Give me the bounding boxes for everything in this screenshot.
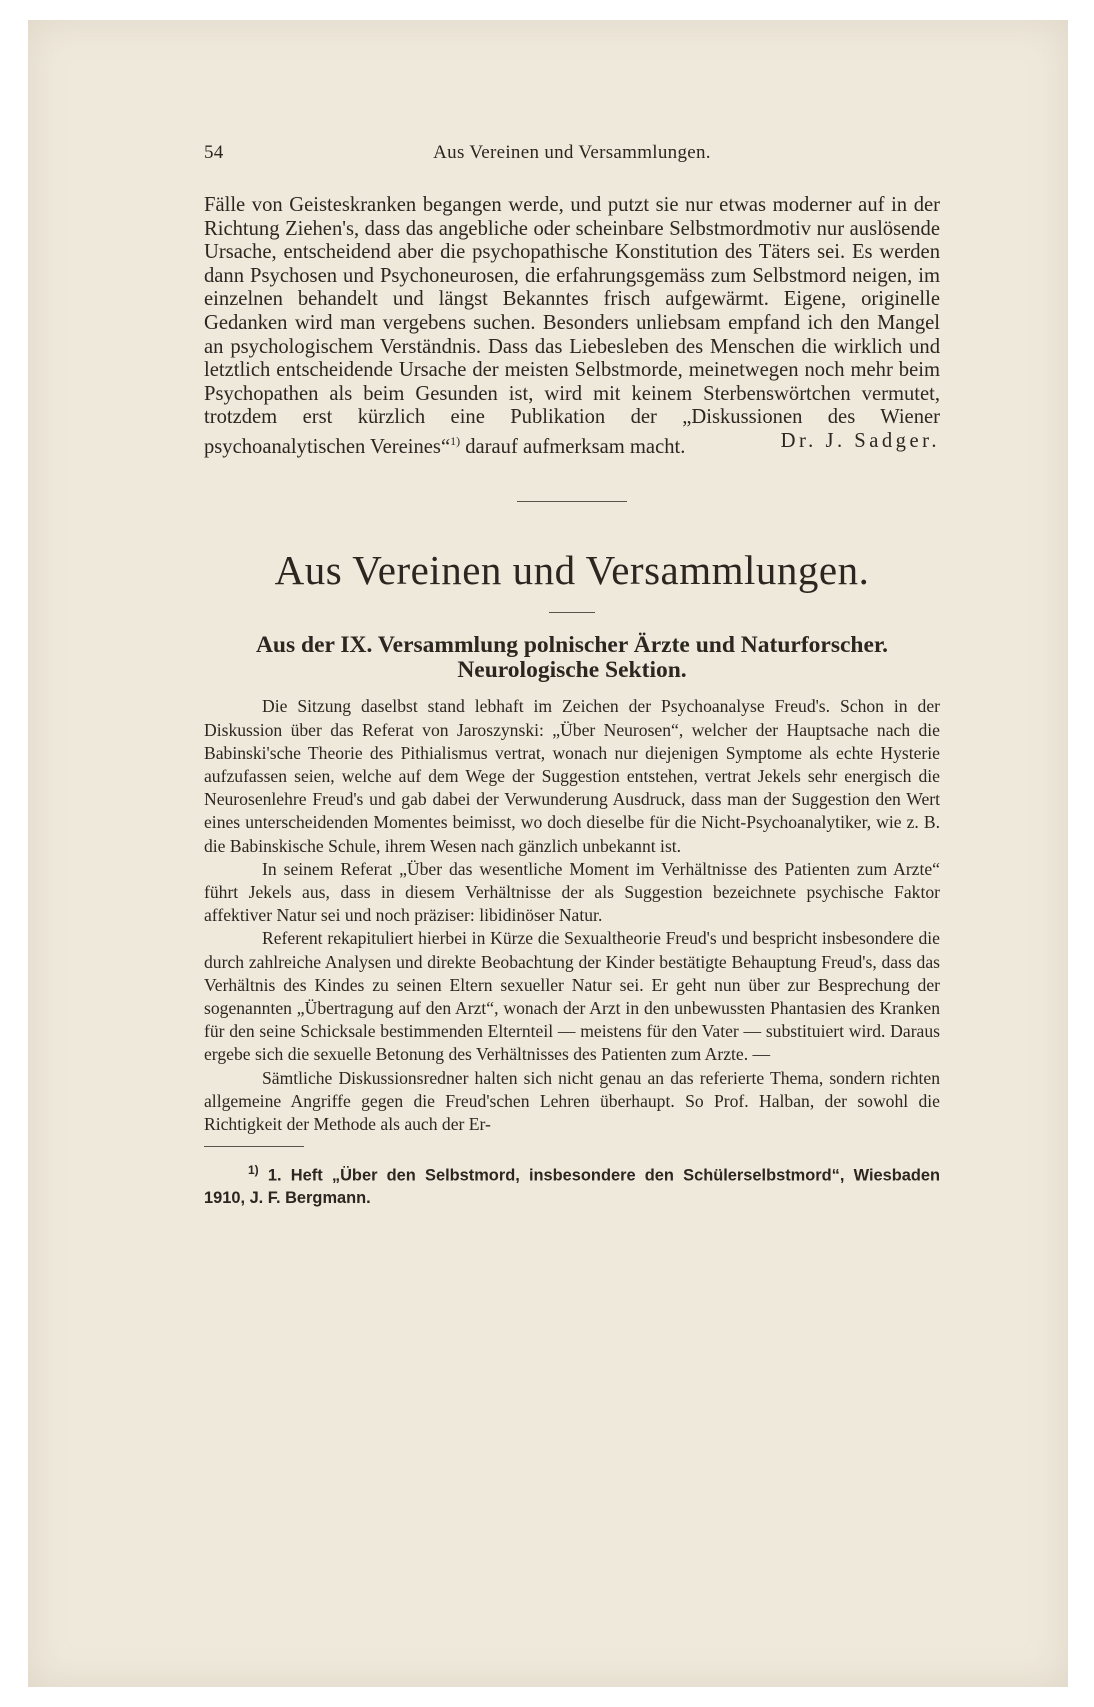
title-rule <box>549 612 595 613</box>
report-heading <box>204 633 940 683</box>
section-title: Aus Vereinen und Versammlungen. <box>274 547 870 594</box>
page-number: 54 <box>204 142 224 163</box>
report-heading-line1: Aus der IX. Versammlung polnischer Ärzte und Naturforscher. <box>255 632 889 659</box>
section-divider <box>517 501 627 502</box>
report-paragraph-1: Die Sitzung daselbst stand lebhaft im Zeichen der Psychoanalyse Freud's. Schon in der Diskussion über das Referat von Jaroszynski: „Über Neurosen“, welcher der Hauptsache nach die Babinski'sche Theorie des Pithialismus vertrat, wonach nur diejenigen Symptome als echte Hysterie aufzufassen seien, welche auf dem Wege der Suggestion entstehen, vertrat Jekels sehr energisch die Neurosenlehre Freud's und gab dabei der Verwunderung Ausdruck, dass man der Suggestion den Wert eines unterscheidenden Momentes beimisst, wo doch dieselbe für die Nicht-Psychoanalytiker, wie z. B. die Babinskische Schule, ihrem Wesen nach gänzlich unbekannt ist. <box>204 696 940 856</box>
page-content <box>204 142 940 1209</box>
review-continuation <box>204 194 940 459</box>
review-paragraph <box>204 194 940 459</box>
footnote-marker: 1) <box>248 1163 259 1178</box>
running-title: Aus Vereinen und Versammlungen. <box>433 142 711 163</box>
footnote-text: 1. Heft „Über den Selbstmord, insbesondere den Schülerselbstmord“, Wiesbaden 1910, J. F. Bergmann. <box>204 1166 940 1207</box>
report-paragraph-4: Sämtliche Diskussionsredner halten sich nicht genau an das referierte Thema, sondern richten allgemeine Angriffe gegen die Freud'schen Lehren überhaupt. So Prof. Halban, der sowohl die Richtigkeit der Methode als auch der Er- <box>204 1067 940 1135</box>
report-paragraph-3: Referent rekapituliert hierbei in Kürze die Sexualtheorie Freud's und bespricht insbesondere die durch zahlreiche Analysen und direkte Beobachtung der Kinder bestätigte Behauptung Freud's, dass das Verhältnis des Kindes zu seinen Eltern sexueller Natur sei. Er geht nun über zur Besprechung der sogenannten „Übertragung auf den Arzt“, wonach der Arzt in den unbewussten Phantasien des Kranken für den seine Schicksale bestimmenden Elternteil — meistens für den Vater — substituiert wird. Daraus ergebe sich die sexuelle Betonung des Verhältnisses des Patienten zum Arzte. — <box>204 928 940 1065</box>
footnote-rule <box>204 1146 304 1147</box>
scanned-page <box>28 20 1068 1687</box>
running-head <box>204 142 940 172</box>
review-tail: darauf aufmerksam macht. <box>460 435 686 458</box>
report-body <box>204 695 940 1136</box>
review-text: Fälle von Geisteskranken begangen werde, und putzt sie nur etwas moderner auf in der Richtung Ziehen's, dass das angebliche oder scheinbare Selbstmordmotiv nur auslösende Ursache, entscheidend aber die psychopathische Konstitution des Täters sei. Es werden dann Psychosen und Psychoneurosen, die erfahrungsgemäss zum Selbstmord neigen, im einzelnen behandelt und längst Bekanntes frisch aufgewärmt. Eigene, originelle Gedanken wird man vergebens suchen. Besonders unliebsam empfand ich den Mangel an psychologischem Verständnis. Dass das Liebesleben des Menschen die wirklich und letztlich entscheidende Ursache der meisten Selbstmorde, meinetwegen noch mehr beim Psychopathen als beim Gesunden ist, wird mit keinem Sterbenswörtchen vermutet, trotzdem erst kürzlich eine Publikation der „Diskussionen des Wiener psychoanalytischen Vereines“ <box>204 194 940 458</box>
report-heading-line2: Neurologische Sektion. <box>457 657 687 684</box>
footnote-reference: 1) <box>450 433 461 448</box>
review-signature: Dr. J. Sadger. <box>780 429 940 452</box>
footnote <box>204 1159 940 1208</box>
report-paragraph-2: In seinem Referat „Über das wesentliche Moment im Verhältnisse des Patienten zum Arzte“ führt Jekels aus, dass in diesem Verhältnisse der als Suggestion bezeichnete psychische Faktor affektiver Natur sei und noch präziser: libidinöser Natur. <box>204 858 940 926</box>
